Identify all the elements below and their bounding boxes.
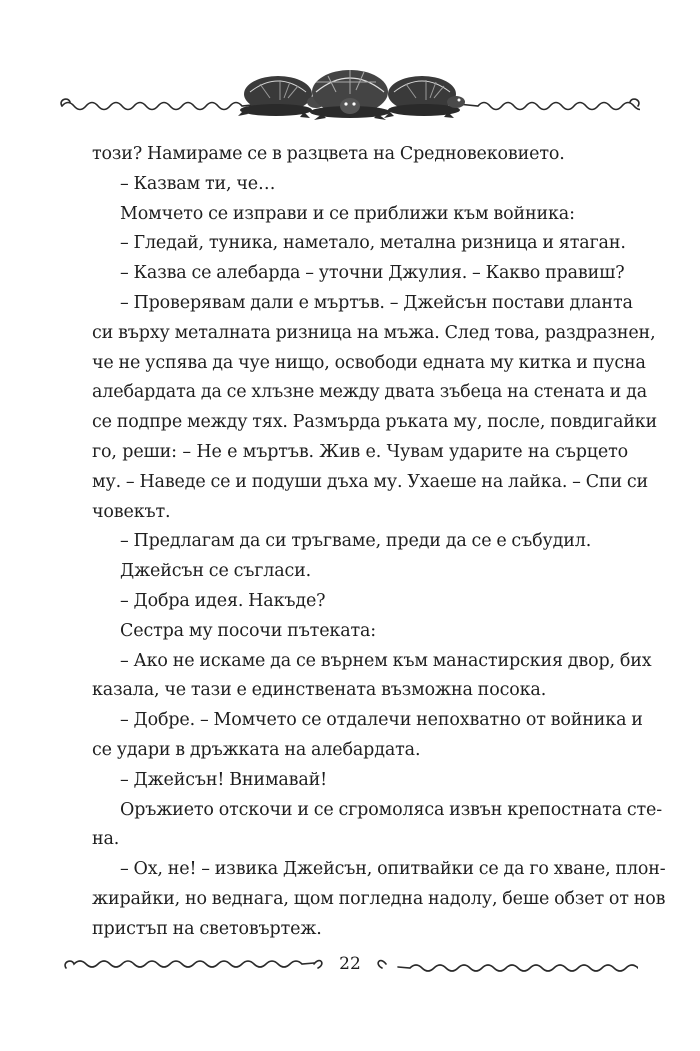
text-line: Оръжието отскочи и се сгромоляса извън крепостната сте- bbox=[120, 799, 663, 820]
text-line: го, реши: – Не е мъртъв. Жив е. Чувам ударите на сърцето bbox=[92, 441, 628, 462]
text-line: този? Намираме се в разцвета на Средновековието. bbox=[92, 144, 565, 164]
text-line: Сестра му посочи пътеката: bbox=[120, 620, 377, 641]
text-line: – Казвам ти, че… bbox=[120, 173, 276, 194]
text-line: – Проверявам дали е мъртъв. – Джейсън постави дланта bbox=[120, 292, 633, 313]
text-line: – Казва се алебарда – уточни Джулия. – Какво правиш? bbox=[120, 263, 625, 284]
text-line: – Ако не искаме да се върнем към манастирския двор, бих bbox=[120, 650, 652, 671]
text-line: Джейсън се съгласи. bbox=[120, 561, 312, 582]
text-line: на. bbox=[92, 829, 120, 850]
text-line: – Добре. – Момчето се отдалечи непохватно от войника и bbox=[120, 710, 643, 731]
page-text bbox=[92, 140, 666, 945]
text-line: алебардата да се хлъзне между двата зъбеца на стената и да bbox=[92, 382, 647, 403]
text-line: му. – Наведе се и подуши дъха му. Ухаеше на лайка. – Спи си bbox=[92, 471, 649, 492]
text-line: казала, че тази е единствената възможна посока. bbox=[92, 680, 547, 701]
text-line: – Ох, не! – извика Джейсън, опитвайки се да го хване, плон- bbox=[120, 859, 666, 880]
text-line: човекът. bbox=[92, 501, 171, 522]
text-line: – Джейсън! Внимавай! bbox=[120, 769, 328, 790]
text-line: Момчето се изправи и се приближи към войника: bbox=[120, 203, 575, 224]
page-number: 22 bbox=[339, 954, 361, 974]
text-line: пристъп на световъртеж. bbox=[92, 918, 322, 939]
text-line: че не успява да чуе нищо, освободи едната му китка и пусна bbox=[92, 352, 646, 373]
text-line: – Предлагам да си тръгваме, преди да се е събудил. bbox=[120, 531, 592, 552]
turtles-ornament-icon bbox=[60, 62, 640, 122]
text-line: – Добра идея. Накъде? bbox=[120, 590, 326, 611]
text-line: жирайки, но веднага, щом погледна надолу, беше обзет от нов bbox=[92, 888, 666, 909]
text-line: се подпре между тях. Размърда ръката му, после, повдигайки bbox=[92, 412, 658, 433]
turtle-right-icon bbox=[384, 76, 465, 118]
text-line: – Гледай, туника, наметало, метална ризница и ятаган. bbox=[120, 233, 626, 254]
text-line: се удари в дръжката на алебардата. bbox=[92, 739, 421, 760]
turtle-center-icon bbox=[310, 70, 390, 120]
text-line: си върху металната ризница на мъжа. След това, раздразнен, bbox=[92, 322, 656, 343]
